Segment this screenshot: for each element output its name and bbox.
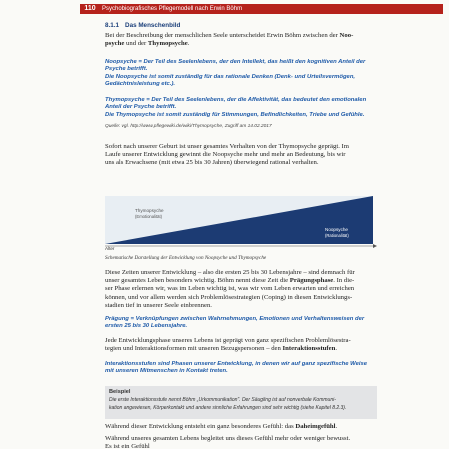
intro-text: Bei der Beschreibung der menschlichen Seele unterscheidet Erwin Böhm zwischen der (105, 32, 340, 39)
term-interaktionsstufen: Interaktionsstufen (282, 345, 336, 353)
term-daheimgefuehl: Daheimgefühl (295, 423, 336, 430)
intro-text: und der (124, 40, 148, 48)
term-thymo: Thymopsyche (147, 40, 188, 48)
section-title: Das Menschenbild (125, 22, 181, 29)
definition-interaktionsstufen: Interaktionsstufen sind Phasen unserer Entwicklung, in denen wir auf ganz spezifische Weise mit unseren Mitmenschen in Kontakt treten. (105, 361, 368, 375)
paragraph-development: Sofort nach unserer Geburt ist unser gesamtes Verhalten von der Thymopsyche geprägt. Im Laufe unserer Entwicklung gewinnt die Noopsyche mehr und mehr an Bedeutung, bis wir uns als Erwachsene (mit etwa 25 bis 30 Jahren) überwiegend rational verhalten. (105, 143, 349, 167)
definition-thymopsyche: Thymopsyche = Der Teil des Seelenlebens, der die Affektivität, das bedeutet den emotionalen Anteil der Psyche betrifft. Die Thymopsyche ist somit zuständig für Stimmungen, Befindlichkeiten, Triebe und Gefühle. (105, 97, 367, 118)
figure-caption: Schematische Darstellung der Entwicklung von Noopsyche und Thymopsyche (105, 255, 267, 261)
section-number: 8.1.1 (105, 22, 120, 29)
thymo-sublabel: (Emotionalität) (135, 214, 162, 219)
intro-paragraph (105, 32, 375, 48)
noo-sublabel: (Rationalität) (325, 233, 349, 238)
paragraph-daheimgefuehl: Während dieser Entwicklung entsteht ein ganz besonderes Gefühl: das Daheimgefühl. (105, 423, 338, 430)
term-noo: Noo- (339, 32, 354, 39)
example-text: Die erste Interaktionsstufe nennt Böhm „Urkommunikation". Der Säugling ist auf nonverbale Kommuni- kation angewiesen, Körperkontakt und andere sinnliche Erfahrungen sind sehr wichtig (siehe Kapitel 8.2.3). (109, 397, 347, 411)
term-praegungsphase: Prägungsphase (289, 277, 334, 285)
development-diagram (105, 196, 373, 244)
intro-text: . (187, 40, 190, 48)
definition-praegung: Prägung = Verknüpfungen zwischen Wahrnehmungen, Emotionen und Verhaltensweisen der ersten 25 bis 30 Lebensjahre. (105, 316, 365, 330)
age-axis-arrow (105, 244, 377, 248)
example-box (105, 386, 377, 419)
paragraph-praegungsphase: Diese Zeiten unserer Entwicklung – also die ersten 25 bis 30 Lebensjahre – sind demnach für unser gesamtes Leben besonders wichtig. Böhm nennt diese Zeit die Prägungsphase. In die- ser Phase erlernen wir, was im Leben wichtig ist, was wir vom Leben erwarten und erreichen können, und vor allem werden sich Problemlösestrategien (Coping) in diesen Entwicklungs- stadien tief in unserer Seele einbrennen. (105, 269, 355, 309)
thymo-label: Thymopsyche (135, 208, 164, 213)
paragraph-interaktionsstufen: Jede Entwicklungsphase unseres Lebens ist geprägt von ganz spezifischen Problemlösestra- tegien und Interaktionsformen mit unseren Bezugspersonen – den Interaktionsstufen. (105, 337, 351, 353)
term-noo-end: psyche (105, 40, 125, 48)
noo-label: Noopsyche (325, 227, 348, 232)
source-quote: Quelle: vgl. http://www.pflegewiki.de/wiki/Thymopsyche, Zugriff am 14.02.2017 (105, 124, 272, 129)
page-number: 110 (84, 5, 96, 12)
definition-noopsyche: Noopsyche = Der Teil des Seelenlebens, der den Intellekt, das heißt den kognitiven Anteil der Psyche betrifft. Die Noopsyche ist somit zuständig für das rationale Denken (Denk- und Urteilsvermögen, Gedächtnisleistung etc.). (105, 59, 366, 88)
axis-label-age: Alter (105, 246, 115, 251)
running-title: Psychobiografisches Pflegemodell nach Erwin Böhm (102, 6, 243, 12)
section-heading (105, 22, 186, 29)
paragraph-closing: Während unseres gesamten Lebens begleitet uns dieses Gefühl mehr oder weniger bewusst. Es ist ein Gefühl (105, 435, 351, 451)
example-title: Beispiel (109, 389, 131, 395)
